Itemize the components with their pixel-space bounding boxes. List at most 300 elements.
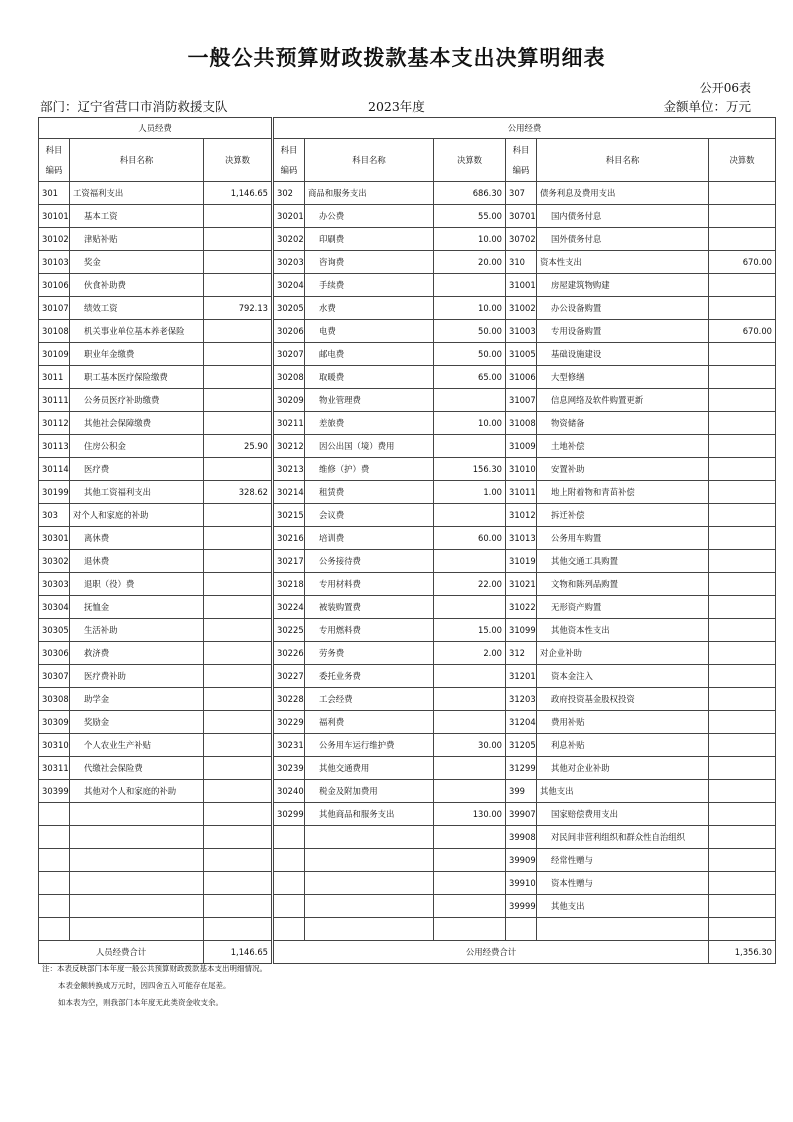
public-b-code-cell: 31010 (506, 458, 537, 481)
public-b-name-cell: 地上附着物和青苗补偿 (537, 481, 709, 504)
personnel-code-cell: 30114 (39, 458, 70, 481)
table-row (39, 573, 776, 596)
personnel-amount-cell (204, 343, 272, 366)
personnel-amount-cell (204, 366, 272, 389)
public-b-amount-cell (709, 297, 776, 320)
section-personnel: 人员经费 (39, 118, 272, 139)
public-a-amount-cell: 30.00 (434, 734, 506, 757)
public-b-amount-cell (709, 274, 776, 297)
personnel-amount-cell: 1,146.65 (204, 182, 272, 205)
personnel-name-cell: 奖金 (70, 251, 204, 274)
public-a-name-cell: 其他交通费用 (305, 757, 434, 780)
table-row (39, 711, 776, 734)
public-a-amount-cell (434, 550, 506, 573)
personnel-amount-cell (204, 688, 272, 711)
public-a-name-cell: 其他商品和服务支出 (305, 803, 434, 826)
public-b-code-cell: 30701 (506, 205, 537, 228)
public-total-label: 公用经费合计 (274, 941, 709, 964)
public-b-name-cell: 安置补助 (537, 458, 709, 481)
personnel-code-cell: 30109 (39, 343, 70, 366)
public-b-name-cell: 基础设施建设 (537, 343, 709, 366)
footnote: 注：本表反映部门本年度一般公共预算财政拨款基本支出明细情况。 (42, 964, 267, 973)
personnel-amount-cell (204, 895, 272, 918)
public-b-name-cell: 房屋建筑物购建 (537, 274, 709, 297)
table-row (39, 182, 776, 205)
public-b-amount-cell (709, 711, 776, 734)
public-b-name-cell: 政府投资基金股权投资 (537, 688, 709, 711)
personnel-amount-cell (204, 665, 272, 688)
table-row (39, 596, 776, 619)
personnel-code-cell: 30108 (39, 320, 70, 343)
personnel-amount-cell (204, 527, 272, 550)
public-b-name-cell: 对企业补助 (537, 642, 709, 665)
public-a-code-cell (274, 895, 305, 918)
public-a-code-cell: 30239 (274, 757, 305, 780)
personnel-name-cell: 救济费 (70, 642, 204, 665)
public-a-code-cell: 30214 (274, 481, 305, 504)
personnel-code-cell: 30199 (39, 481, 70, 504)
public-a-code-cell: 30240 (274, 780, 305, 803)
public-a-name-cell: 税金及附加费用 (305, 780, 434, 803)
personnel-code-cell: 30399 (39, 780, 70, 803)
personnel-amount-cell (204, 251, 272, 274)
public-a-amount-cell (434, 504, 506, 527)
table-row (39, 412, 776, 435)
public-b-name-cell: 利息补贴 (537, 734, 709, 757)
personnel-name-cell: 代缴社会保险费 (70, 757, 204, 780)
personnel-name-cell (70, 918, 204, 941)
public-a-amount-cell (434, 274, 506, 297)
public-b-name-cell: 其他支出 (537, 895, 709, 918)
public-a-amount-cell (434, 665, 506, 688)
public-a-amount-cell: 15.00 (434, 619, 506, 642)
personnel-code-cell (39, 849, 70, 872)
public-a-name-cell: 手续费 (305, 274, 434, 297)
public-a-code-cell: 30228 (274, 688, 305, 711)
table-row (39, 389, 776, 412)
public-a-name-cell: 公务接待费 (305, 550, 434, 573)
personnel-code-cell: 30305 (39, 619, 70, 642)
public-a-amount-cell (434, 596, 506, 619)
col-header-code: 科目 编码 (39, 139, 70, 182)
section-header-row (39, 118, 776, 139)
personnel-amount-cell (204, 849, 272, 872)
public-b-amount-cell (709, 642, 776, 665)
public-b-amount-cell (709, 182, 776, 205)
unit-label: 金额单位：万元 (663, 99, 751, 114)
public-b-amount-cell: 670.00 (709, 320, 776, 343)
table-row (39, 619, 776, 642)
public-a-amount-cell (434, 895, 506, 918)
public-a-name-cell: 差旅费 (305, 412, 434, 435)
personnel-amount-cell (204, 389, 272, 412)
personnel-name-cell (70, 895, 204, 918)
public-b-code-cell: 39908 (506, 826, 537, 849)
public-b-amount-cell (709, 734, 776, 757)
public-a-amount-cell: 55.00 (434, 205, 506, 228)
public-b-amount-cell (709, 803, 776, 826)
public-b-amount-cell (709, 389, 776, 412)
personnel-code-cell: 30307 (39, 665, 70, 688)
public-a-code-cell: 30212 (274, 435, 305, 458)
public-a-amount-cell: 22.00 (434, 573, 506, 596)
public-b-name-cell: 办公设备购置 (537, 297, 709, 320)
public-b-code-cell: 31099 (506, 619, 537, 642)
personnel-amount-cell: 792.13 (204, 297, 272, 320)
public-a-name-cell: 会议费 (305, 504, 434, 527)
personnel-name-cell: 助学金 (70, 688, 204, 711)
table-row (39, 665, 776, 688)
public-b-amount-cell (709, 619, 776, 642)
table-row (39, 895, 776, 918)
public-b-amount-cell (709, 757, 776, 780)
public-a-amount-cell: 156.30 (434, 458, 506, 481)
personnel-code-cell: 303 (39, 504, 70, 527)
personnel-name-cell: 生活补助 (70, 619, 204, 642)
public-a-code-cell: 30208 (274, 366, 305, 389)
col-header-name: 科目名称 (537, 139, 709, 182)
public-a-amount-cell: 1.00 (434, 481, 506, 504)
public-b-name-cell: 公务用车购置 (537, 527, 709, 550)
table-row (39, 826, 776, 849)
public-a-code-cell: 30231 (274, 734, 305, 757)
table-row (39, 205, 776, 228)
col-header-amount: 决算数 (204, 139, 272, 182)
public-b-amount-cell (709, 918, 776, 941)
public-b-amount-cell (709, 205, 776, 228)
personnel-amount-cell (204, 711, 272, 734)
personnel-code-cell: 30101 (39, 205, 70, 228)
public-b-name-cell: 债务利息及费用支出 (537, 182, 709, 205)
public-a-amount-cell: 10.00 (434, 297, 506, 320)
public-b-code-cell: 31203 (506, 688, 537, 711)
personnel-code-cell: 30106 (39, 274, 70, 297)
personnel-code-cell (39, 895, 70, 918)
table-row (39, 688, 776, 711)
public-b-name-cell: 资本金注入 (537, 665, 709, 688)
public-b-name-cell: 拆迁补偿 (537, 504, 709, 527)
public-a-code-cell: 30225 (274, 619, 305, 642)
col-header-code: 科目 编码 (274, 139, 305, 182)
personnel-name-cell: 个人农业生产补贴 (70, 734, 204, 757)
public-a-amount-cell: 20.00 (434, 251, 506, 274)
public-a-amount-cell (434, 711, 506, 734)
public-a-name-cell: 维修（护）费 (305, 458, 434, 481)
public-b-name-cell: 其他资本性支出 (537, 619, 709, 642)
public-b-name-cell: 大型修缮 (537, 366, 709, 389)
public-a-code-cell: 30211 (274, 412, 305, 435)
section-public: 公用经费 (274, 118, 776, 139)
public-b-amount-cell (709, 366, 776, 389)
table-row (39, 734, 776, 757)
col-header-name: 科目名称 (305, 139, 434, 182)
public-b-amount-cell: 670.00 (709, 251, 776, 274)
public-b-code-cell: 31006 (506, 366, 537, 389)
public-b-amount-cell (709, 688, 776, 711)
table-row (39, 918, 776, 941)
public-b-code-cell: 31003 (506, 320, 537, 343)
public-a-code-cell: 302 (274, 182, 305, 205)
personnel-code-cell: 30310 (39, 734, 70, 757)
table-row (39, 297, 776, 320)
personnel-code-cell: 30102 (39, 228, 70, 251)
page-title: 一般公共预算财政拨款基本支出决算明细表 (187, 45, 606, 70)
public-a-amount-cell: 50.00 (434, 320, 506, 343)
personnel-code-cell (39, 872, 70, 895)
personnel-code-cell: 30309 (39, 711, 70, 734)
public-b-code-cell: 31002 (506, 297, 537, 320)
personnel-code-cell: 30107 (39, 297, 70, 320)
personnel-name-cell: 医疗费 (70, 458, 204, 481)
public-a-name-cell: 劳务费 (305, 642, 434, 665)
personnel-amount-cell (204, 412, 272, 435)
public-a-code-cell: 30203 (274, 251, 305, 274)
personnel-name-cell (70, 803, 204, 826)
public-b-code-cell: 31011 (506, 481, 537, 504)
public-b-code-cell: 39907 (506, 803, 537, 826)
personnel-amount-cell (204, 872, 272, 895)
public-b-code-cell: 31005 (506, 343, 537, 366)
col-header-code: 科目 编码 (506, 139, 537, 182)
public-b-amount-cell (709, 573, 776, 596)
column-header-row (39, 139, 776, 182)
personnel-code-cell: 30311 (39, 757, 70, 780)
public-a-name-cell: 培训费 (305, 527, 434, 550)
public-b-name-cell: 经常性赠与 (537, 849, 709, 872)
public-a-code-cell: 30216 (274, 527, 305, 550)
public-b-code-cell: 31009 (506, 435, 537, 458)
public-b-amount-cell (709, 412, 776, 435)
public-b-amount-cell (709, 895, 776, 918)
public-a-name-cell: 工会经费 (305, 688, 434, 711)
public-a-amount-cell: 65.00 (434, 366, 506, 389)
personnel-code-cell: 30308 (39, 688, 70, 711)
public-b-name-cell: 信息网络及软件购置更新 (537, 389, 709, 412)
public-b-code-cell: 31013 (506, 527, 537, 550)
public-a-amount-cell: 60.00 (434, 527, 506, 550)
public-b-name-cell: 土地补偿 (537, 435, 709, 458)
public-a-code-cell: 30224 (274, 596, 305, 619)
public-b-name-cell: 专用设备购置 (537, 320, 709, 343)
table-row (39, 458, 776, 481)
personnel-name-cell: 机关事业单位基本养老保险 (70, 320, 204, 343)
col-header-amount: 决算数 (709, 139, 776, 182)
personnel-code-cell (39, 803, 70, 826)
public-b-code-cell: 31204 (506, 711, 537, 734)
public-a-amount-cell (434, 435, 506, 458)
public-a-code-cell: 30215 (274, 504, 305, 527)
personnel-name-cell: 职工基本医疗保险缴费 (70, 366, 204, 389)
public-b-amount-cell (709, 504, 776, 527)
public-a-code-cell: 30227 (274, 665, 305, 688)
table-row (39, 320, 776, 343)
personnel-amount-cell (204, 803, 272, 826)
public-a-code-cell: 30201 (274, 205, 305, 228)
table-row (39, 274, 776, 297)
expenditure-table (38, 117, 776, 964)
personnel-code-cell: 3011 (39, 366, 70, 389)
public-a-amount-cell: 10.00 (434, 412, 506, 435)
personnel-name-cell: 工资福利支出 (70, 182, 204, 205)
public-b-code-cell: 31019 (506, 550, 537, 573)
personnel-name-cell: 奖励金 (70, 711, 204, 734)
public-a-code-cell: 30207 (274, 343, 305, 366)
personnel-amount-cell (204, 573, 272, 596)
personnel-amount-cell (204, 826, 272, 849)
public-a-code-cell: 30206 (274, 320, 305, 343)
public-a-name-cell: 专用材料费 (305, 573, 434, 596)
personnel-name-cell: 退职（役）费 (70, 573, 204, 596)
table-row (39, 872, 776, 895)
table-row (39, 849, 776, 872)
public-b-amount-cell (709, 527, 776, 550)
public-b-code-cell: 399 (506, 780, 537, 803)
col-header-name: 科目名称 (70, 139, 204, 182)
table-row (39, 343, 776, 366)
personnel-name-cell: 医疗费补助 (70, 665, 204, 688)
public-a-code-cell: 30209 (274, 389, 305, 412)
public-b-name-cell: 资本性支出 (537, 251, 709, 274)
public-a-name-cell: 邮电费 (305, 343, 434, 366)
public-b-code-cell: 31205 (506, 734, 537, 757)
personnel-name-cell (70, 872, 204, 895)
personnel-amount-cell (204, 918, 272, 941)
personnel-code-cell (39, 826, 70, 849)
personnel-code-cell: 30111 (39, 389, 70, 412)
table-row (39, 228, 776, 251)
table-code: 公开06表 (699, 81, 751, 95)
public-a-name-cell: 专用燃料费 (305, 619, 434, 642)
personnel-name-cell: 伙食补助费 (70, 274, 204, 297)
public-b-name-cell: 其他对企业补助 (537, 757, 709, 780)
table-row (39, 550, 776, 573)
public-b-code-cell: 31021 (506, 573, 537, 596)
public-a-amount-cell (434, 872, 506, 895)
public-a-code-cell (274, 872, 305, 895)
public-a-name-cell: 因公出国（境）费用 (305, 435, 434, 458)
public-b-code-cell: 31001 (506, 274, 537, 297)
public-b-name-cell: 资本性赠与 (537, 872, 709, 895)
personnel-name-cell: 对个人和家庭的补助 (70, 504, 204, 527)
footnote: 本表金额转换成万元时，因四舍五入可能存在尾差。 (58, 981, 231, 990)
public-b-name-cell: 国内债务付息 (537, 205, 709, 228)
public-a-name-cell: 咨询费 (305, 251, 434, 274)
public-a-code-cell: 30299 (274, 803, 305, 826)
public-b-amount-cell (709, 780, 776, 803)
public-a-code-cell (274, 849, 305, 872)
public-a-code-cell: 30217 (274, 550, 305, 573)
public-b-code-cell: 31022 (506, 596, 537, 619)
personnel-amount-cell (204, 642, 272, 665)
personnel-amount-cell (204, 320, 272, 343)
table-row (39, 366, 776, 389)
public-a-name-cell: 福利费 (305, 711, 434, 734)
personnel-code-cell: 30113 (39, 435, 70, 458)
public-b-name-cell (537, 918, 709, 941)
personnel-name-cell (70, 826, 204, 849)
public-b-amount-cell (709, 343, 776, 366)
personnel-amount-cell: 25.90 (204, 435, 272, 458)
public-a-name-cell: 印刷费 (305, 228, 434, 251)
public-b-name-cell: 文物和陈列品购置 (537, 573, 709, 596)
public-a-name-cell: 委托业务费 (305, 665, 434, 688)
table-row (39, 435, 776, 458)
table-row (39, 642, 776, 665)
personnel-code-cell: 30303 (39, 573, 70, 596)
personnel-amount-cell (204, 458, 272, 481)
personnel-amount-cell (204, 619, 272, 642)
public-a-code-cell: 30205 (274, 297, 305, 320)
public-b-code-cell: 31201 (506, 665, 537, 688)
personnel-code-cell: 30301 (39, 527, 70, 550)
personnel-amount-cell (204, 596, 272, 619)
personnel-code-cell: 30302 (39, 550, 70, 573)
year-label: 2023年度 (368, 99, 425, 114)
public-a-name-cell: 租赁费 (305, 481, 434, 504)
public-a-name-cell: 公务用车运行维护费 (305, 734, 434, 757)
table-row (39, 251, 776, 274)
table-row (39, 780, 776, 803)
public-a-code-cell: 30202 (274, 228, 305, 251)
public-a-code-cell (274, 918, 305, 941)
public-a-name-cell: 被装购置费 (305, 596, 434, 619)
public-a-name-cell: 水费 (305, 297, 434, 320)
public-a-amount-cell (434, 826, 506, 849)
public-b-code-cell: 30702 (506, 228, 537, 251)
public-b-code-cell: 312 (506, 642, 537, 665)
public-a-amount-cell: 10.00 (434, 228, 506, 251)
public-a-code-cell (274, 826, 305, 849)
public-a-amount-cell (434, 688, 506, 711)
personnel-amount-cell (204, 504, 272, 527)
personnel-code-cell: 301 (39, 182, 70, 205)
personnel-amount-cell (204, 734, 272, 757)
personnel-amount-cell: 328.62 (204, 481, 272, 504)
public-b-amount-cell (709, 228, 776, 251)
personnel-code-cell: 30306 (39, 642, 70, 665)
public-a-name-cell (305, 826, 434, 849)
public-a-amount-cell (434, 389, 506, 412)
public-a-name-cell (305, 895, 434, 918)
personnel-name-cell: 津贴补贴 (70, 228, 204, 251)
department-label: 部门：辽宁省营口市消防救援支队 (40, 99, 228, 114)
public-b-code-cell: 31007 (506, 389, 537, 412)
personnel-amount-cell (204, 550, 272, 573)
public-a-name-cell: 商品和服务支出 (305, 182, 434, 205)
personnel-name-cell: 绩效工资 (70, 297, 204, 320)
public-a-amount-cell (434, 918, 506, 941)
personnel-amount-cell (204, 228, 272, 251)
personnel-name-cell: 公务员医疗补助缴费 (70, 389, 204, 412)
public-b-name-cell: 物资储备 (537, 412, 709, 435)
public-a-amount-cell: 686.30 (434, 182, 506, 205)
public-b-code-cell: 39909 (506, 849, 537, 872)
public-a-name-cell: 电费 (305, 320, 434, 343)
public-b-amount-cell (709, 872, 776, 895)
public-a-name-cell (305, 849, 434, 872)
col-header-amount: 决算数 (434, 139, 506, 182)
public-b-amount-cell (709, 435, 776, 458)
public-a-amount-cell: 50.00 (434, 343, 506, 366)
public-a-code-cell: 30226 (274, 642, 305, 665)
public-b-code-cell: 31012 (506, 504, 537, 527)
public-b-amount-cell (709, 550, 776, 573)
personnel-name-cell: 住房公积金 (70, 435, 204, 458)
public-a-code-cell: 30218 (274, 573, 305, 596)
public-b-name-cell: 其他支出 (537, 780, 709, 803)
public-a-name-cell: 取暖费 (305, 366, 434, 389)
public-a-amount-cell: 2.00 (434, 642, 506, 665)
